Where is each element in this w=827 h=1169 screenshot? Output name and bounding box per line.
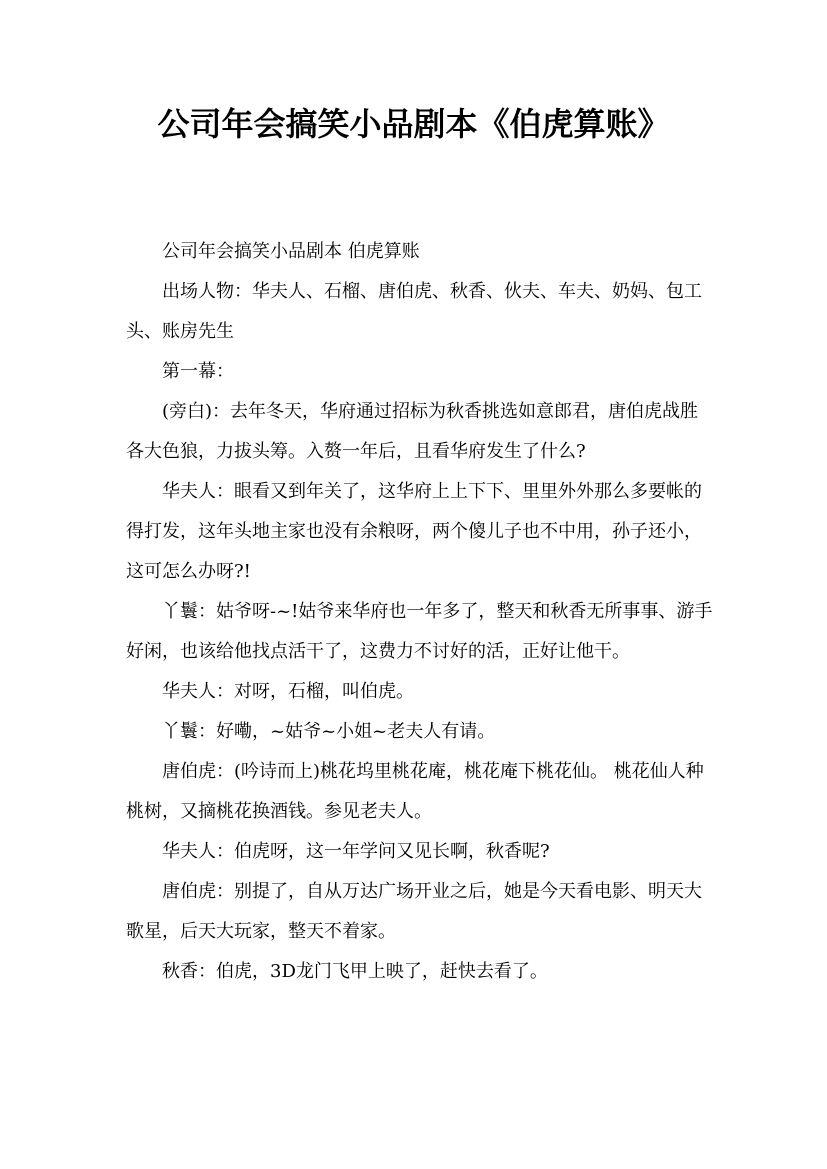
- document-body: [126, 232, 716, 992]
- paragraph-act-heading: 第一幕：: [162, 361, 234, 382]
- paragraph-dialogue: 秋香：伯虎，3D龙门飞甲上映了，赶快去看了。: [162, 961, 548, 982]
- paragraph-dialogue: 唐伯虎：别提了，自从万达广场开业之后，她是今天看电影、明天大歌星，后天大玩家，整天不着家。: [126, 881, 702, 942]
- paragraph-dialogue: 丫鬟：好嘞，~姑爷~小姐~老夫人有请。: [162, 721, 496, 742]
- paragraph-dialogue: 丫鬟：姑爷呀-~!姑爷来华府也一年多了，整天和秋香无所事事、游手好闲，也该给他找点活干了，这费力不讨好的活，正好让他干。: [126, 601, 713, 662]
- paragraph-characters: 出场人物：华夫人、石榴、唐伯虎、秋香、伙夫、车夫、奶妈、包工头、账房先生: [126, 281, 702, 342]
- paragraph-dialogue: 华夫人：对呀，石榴，叫伯虎。: [162, 681, 414, 702]
- paragraph-dialogue: 华夫人：伯虎呀，这一年学问又见长啊，秋香呢?: [162, 841, 550, 862]
- paragraph-dialogue: 唐伯虎：(吟诗而上)桃花坞里桃花庵，桃花庵下桃花仙。 桃花仙人种桃树，又摘桃花换酒钱。参见老夫人。: [126, 761, 704, 822]
- paragraph-narration: (旁白)：去年冬天，华府通过招标为秋香挑选如意郎君，唐伯虎战胜各大色狼，力拔头筹。入赘一年后，且看华府发生了什么?: [126, 401, 699, 462]
- document-title: 公司年会搞笑小品剧本《伯虎算账》: [157, 105, 670, 143]
- paragraph-subtitle: 公司年会搞笑小品剧本 伯虎算账: [162, 241, 420, 262]
- paragraph-dialogue: 华夫人：眼看又到年关了，这华府上上下下、里里外外那么多要帐的得打发，这年头地主家也没有余粮呀，两个傻儿子也不中用，孙子还小，这可怎么办呀?!: [126, 481, 702, 582]
